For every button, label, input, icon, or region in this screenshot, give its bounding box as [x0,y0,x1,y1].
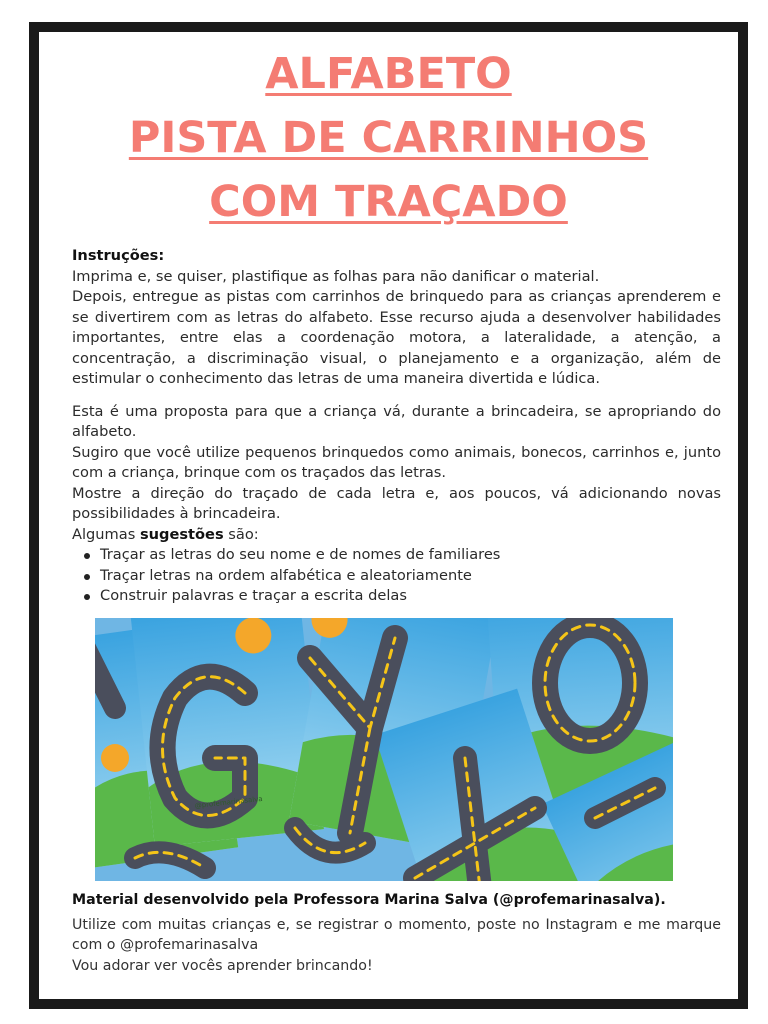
suggestions-bold: sugestões [139,525,224,543]
footer-line-1: Utilize com muitas crianças e, se registrar o momento, poste no Instagram e me marque com o @profemarinasalva [72,916,721,953]
title-line-2: PISTA DE CARRINHOS [128,113,649,163]
footer [72,890,721,976]
instructions-paragraph-3: Esta é uma proposta para que a criança vá, durante a brincadeira, se apropriando do alfabeto. [72,402,721,440]
instructions-paragraph-2: Depois, entregue as pistas com carrinhos de brinquedo para as crianças aprenderem e se divertirem com as letras do alfabeto. Esse recurso ajuda a desenvolver habilidades importantes, entre elas a coordenação motora, a lateralidade, a atenção, a concentração, a discriminação visual, o planejamento e a organização, além de estimular o conhecimento das letras de uma maneira divertida e lúdica. [72,288,721,387]
author-credit: Material desenvolvido pela Professora Marina Salva (@profemarinasalva). [72,892,666,908]
sun-icon [101,744,129,772]
letter-tracks-photo [95,618,673,881]
list-item: Construir palavras e traçar a escrita delas [100,586,721,607]
instructions-paragraph-5: Mostre a direção do traçado de cada letra e, aos poucos, vá adicionando novas possibilidades à brincadeira. [72,484,721,522]
list-item: Traçar letras na ordem alfabética e aleatoriamente [100,566,721,587]
title-line-3: COM TRAÇADO [209,177,568,227]
suggestions-intro: Algumas sugestões são: [72,525,259,543]
suggestions-list [72,545,721,607]
instructions-paragraph-4: Sugiro que você utilize pequenos brinquedos como animais, bonecos, carrinhos e, junto com a criança, brinque com os traçados das letras. [72,443,721,481]
instructions-section [72,246,721,607]
page-frame [29,22,748,1009]
footer-line-2: Vou adorar ver vocês aprender brincando! [72,957,373,974]
instructions-heading: Instruções: [72,247,165,264]
page-title [39,42,738,234]
title-line-1: ALFABETO [265,49,512,99]
instructions-paragraph-1: Imprima e, se quiser, plastifique as folhas para não danificar o material. [72,267,600,285]
card-caption: @profemarinasalva [194,794,264,810]
list-item: Traçar as letras do seu nome e de nomes de familiares [100,545,721,566]
